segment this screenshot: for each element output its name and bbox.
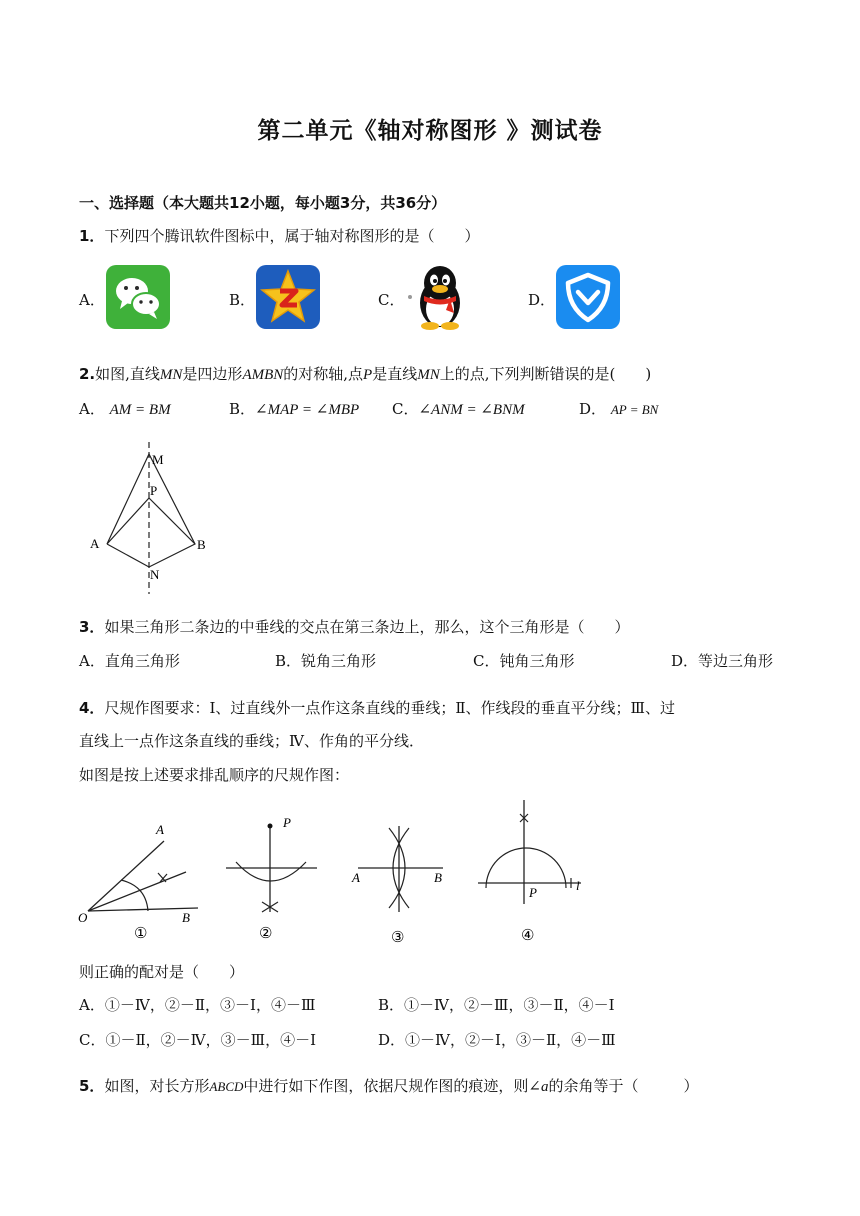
math-mn: MN [159,367,183,383]
question-5 [79,1075,699,1096]
figure-4-perpendicular-at-point [478,800,581,944]
label-n: N [150,567,160,582]
label-p: P [150,483,158,498]
question-text: 如果三角形二条边的中垂线的交点在第三条边上，那么，这个三角形是（ ） [104,618,630,636]
option-c [392,398,525,419]
question-number: 3． [79,618,105,636]
figure-number: ② [259,926,273,942]
option-expr: AM = BM [109,402,171,418]
option-b-label: B． [229,291,256,309]
question-text: 如图，对长方形 [104,1077,210,1095]
option-d: D．①－Ⅳ，②－Ⅰ，③－Ⅱ，④－Ⅲ [378,1031,616,1049]
option-c-label: C． [378,291,405,309]
question-text: 的余角等于（ ） [548,1077,699,1095]
question-number: 1． [79,227,105,245]
option-label: B． [229,400,256,418]
option-b [229,398,359,419]
qzone-star-icon [256,265,320,329]
question-text: 的对称轴,点 [283,365,364,383]
label-b: B [197,537,206,552]
question-4 [79,697,675,718]
option-b: B．①－Ⅳ，②－Ⅲ，③－Ⅱ，④－Ⅰ [378,996,615,1014]
question-text: 如图,直线 [95,365,160,383]
label-a: A [352,870,360,885]
option-a-label: A． [79,291,105,309]
figure-number: ① [134,926,148,942]
label-m: M [152,452,164,467]
question-text-line3: 如图是按上述要求排乱顺序的尺规作图： [79,766,350,784]
wechat-icon [106,265,170,329]
question-number: 2. [79,365,96,383]
option-c: C．钝角三角形 [473,652,575,670]
question-text: 是四边形 [182,365,243,383]
option-d [579,398,658,419]
section-heading: 一、选择题（本大题共12小题，每小题3分，共36分） [79,194,447,212]
option-d-label: D． [528,291,556,309]
question-number: 4． [79,699,105,717]
label-p: P [529,885,537,900]
option-label: D． [579,400,607,418]
option-label: A． [79,400,105,418]
option-b: B．锐角三角形 [275,652,377,670]
label-a: A [156,822,164,837]
option-expr: ∠MAP = ∠MBP [255,402,360,418]
question-2 [79,363,651,384]
question-text: 尺规作图要求：Ⅰ、过直线外一点作这条直线的垂线；Ⅱ、作线段的垂直平分线；Ⅲ、过 [104,699,676,717]
page-title: 第二单元《轴对称图形 》测试卷 [257,118,603,144]
segment-bp [149,498,195,544]
question-4-prompt: 则正确的配对是（ ） [79,963,245,981]
figure-1-angle-bisector [78,822,198,942]
question-text: 上的点,下列判断错误的是( ) [439,365,652,383]
option-expr: ∠ANM = ∠BNM [418,402,525,418]
option-a: A．直角三角形 [79,652,180,670]
segment-ap [107,498,149,544]
question-text: 是直线 [372,365,418,383]
option-expr: AP = BN [610,402,659,417]
math-p: P [363,367,373,383]
math-alpha: a [540,1079,549,1095]
kite-figure [86,438,226,598]
label-b: B [434,870,442,885]
option-d: D．等边三角形 [671,652,774,670]
label-o: O [78,910,88,925]
figure-3-perpendicular-bisector [351,826,443,946]
quadrilateral-ambn [107,454,195,567]
question-text: 中进行如下作图，依据尺规作图的痕迹，则∠ [243,1077,541,1095]
question-text: 下列四个腾讯软件图标中，属于轴对称图形的是（ ） [104,227,480,245]
label-b: B [182,910,190,925]
option-c: C．①－Ⅱ，②－Ⅳ，③－Ⅲ，④－Ⅰ [79,1031,317,1049]
figure-2-perpendicular-from-point [226,815,317,942]
question-number: 5． [79,1077,105,1095]
math-ambn: AMBN [242,367,284,383]
question-text-line2: 直线上一点作这条直线的垂线；Ⅳ、作角的平分线． [79,732,424,750]
option-a: A．①－Ⅳ，②－Ⅱ，③－Ⅰ，④－Ⅲ [79,996,316,1014]
option-a [79,398,171,419]
construction-figures [76,800,596,950]
math-abcd: ABCD [209,1079,244,1094]
question-3 [79,616,629,637]
label-p: P [283,815,291,830]
question-1 [79,225,479,246]
figure-number: ④ [521,928,535,944]
math-mn: MN [417,367,440,383]
qq-penguin-icon [404,263,474,331]
tencent-shield-icon [556,265,620,329]
label-l: l [576,878,580,893]
figure-number: ③ [391,930,405,946]
label-a: A [90,536,100,551]
option-label: C． [392,400,419,418]
